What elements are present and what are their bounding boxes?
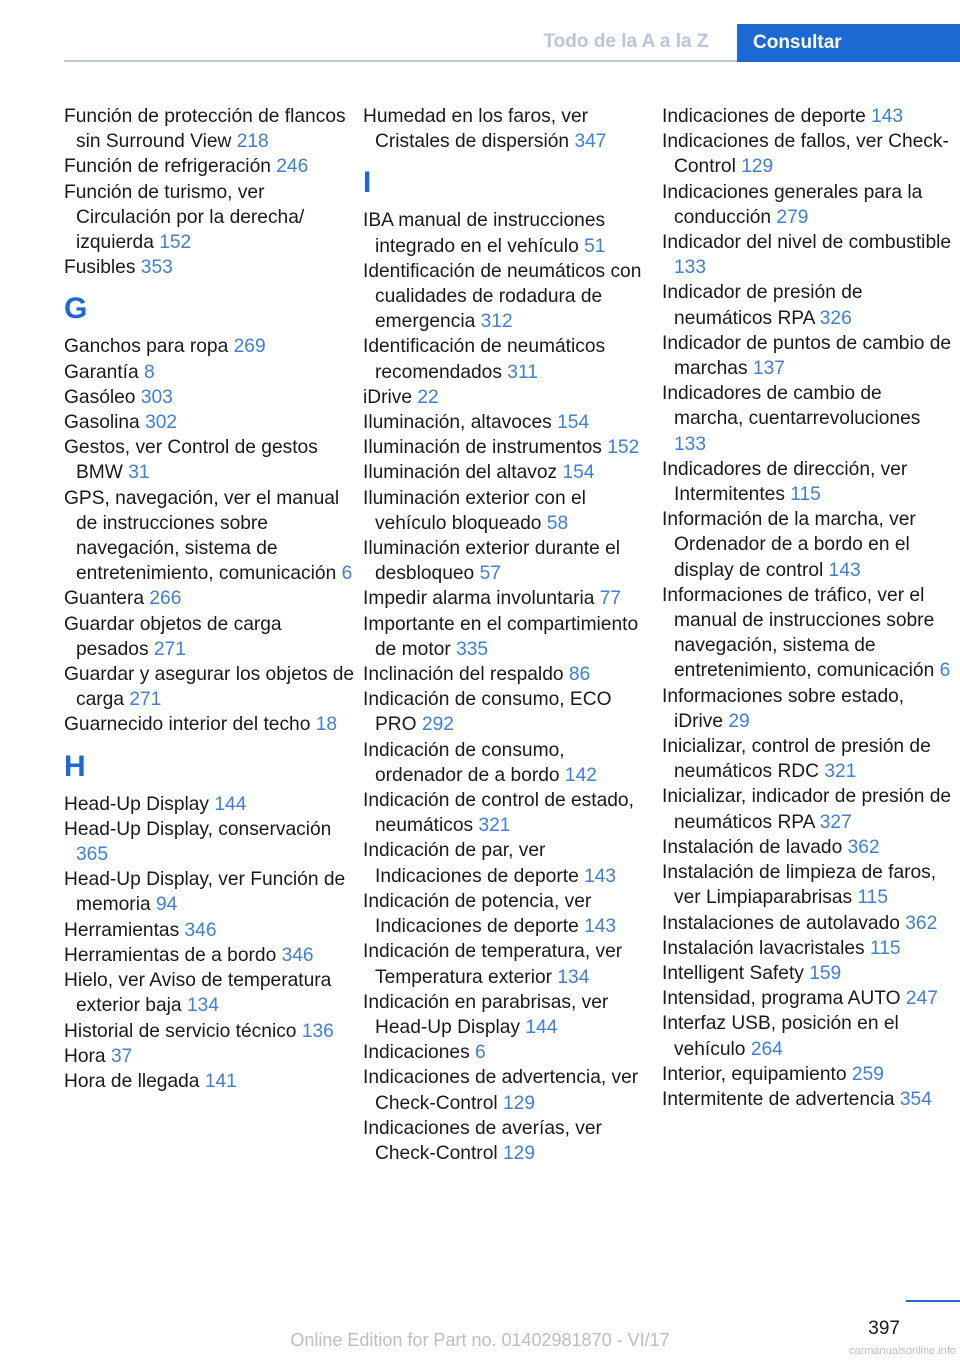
- page-link[interactable]: 134: [186, 995, 219, 1017]
- index-entry: [363, 738, 655, 788]
- index-entry: [363, 259, 655, 335]
- index-entry: [64, 943, 356, 968]
- page-link[interactable]: 292: [421, 714, 454, 736]
- page-link[interactable]: 365: [76, 844, 109, 866]
- page-link[interactable]: 218: [236, 131, 269, 153]
- index-entry-text: Indicación de potencia, ver Indicaciones de deporte: [363, 890, 592, 938]
- page-link[interactable]: 86: [568, 664, 591, 686]
- index-entry-text: Interfaz USB, posición en el vehículo: [662, 1013, 899, 1060]
- index-entry-text: Indicación en parabrisas, ver Head-Up Display: [363, 991, 609, 1038]
- index-entry: [64, 385, 356, 410]
- page-link[interactable]: 354: [899, 1088, 932, 1110]
- index-entry: [662, 104, 956, 129]
- index-entry: [363, 612, 655, 662]
- index-entry-text: Iluminación de instrumentos: [363, 437, 602, 459]
- index-entry-text: Iluminación exterior durante el desbloqueo: [363, 538, 621, 585]
- index-entry: [64, 104, 356, 154]
- index-entry-text: Intermitente de advertencia: [662, 1088, 895, 1110]
- index-entry-text: Historial de servicio técnico: [64, 1020, 297, 1042]
- section-letter: G: [64, 292, 88, 326]
- index-entry-text: Indicación de par, ver Indicaciones de deporte: [363, 840, 579, 887]
- index-entry: [662, 583, 956, 684]
- index-entry: [662, 961, 956, 986]
- index-entry: [662, 860, 956, 910]
- page-link[interactable]: 37: [110, 1045, 133, 1067]
- index-entry-text: Herramientas: [64, 919, 180, 941]
- index-entry: [662, 1062, 956, 1087]
- index-entry: [662, 936, 956, 961]
- index-entry: [363, 104, 655, 154]
- index-entry: [363, 586, 655, 611]
- page-link[interactable]: 362: [905, 912, 938, 934]
- page-link[interactable]: 133: [674, 257, 707, 279]
- index-entry: [64, 334, 356, 359]
- index-entry-text: Gasolina: [64, 412, 140, 434]
- index-entry: [64, 360, 356, 385]
- index-entry-text: Identificación de neumáticos con cualidades de rodadura de emergencia: [363, 260, 642, 333]
- page-link[interactable]: 115: [857, 887, 889, 909]
- index-entry: [363, 662, 655, 687]
- index-entry-text: Instalación de lavado: [662, 836, 843, 858]
- page-link[interactable]: 129: [741, 156, 774, 178]
- index-entry: [64, 486, 356, 587]
- page-link[interactable]: 77: [599, 588, 622, 610]
- page-link[interactable]: 303: [140, 386, 173, 408]
- index-entry: [363, 1040, 655, 1065]
- page-link[interactable]: 347: [574, 131, 607, 153]
- index-entry-text: Head-Up Display, conservación: [64, 818, 332, 840]
- index-entry: [662, 1011, 956, 1061]
- index-entry-text: Indicador de puntos de cambio de marchas: [662, 332, 952, 380]
- page-link[interactable]: 326: [819, 307, 852, 329]
- index-entry: [662, 507, 956, 583]
- page-link[interactable]: 115: [790, 484, 821, 506]
- index-entry: [64, 410, 356, 435]
- index-entry: [662, 911, 956, 936]
- index-entry: [64, 662, 356, 712]
- index-entry-text: Iluminación exterior con el vehículo bloqueado: [363, 487, 586, 534]
- index-entry: [662, 331, 956, 381]
- index-entry-text: Indicación de consumo, ordenador de a bordo: [363, 739, 565, 786]
- index-entry: [363, 334, 655, 384]
- page-link[interactable]: 6: [475, 1042, 486, 1064]
- index-entry-text: Iluminación del altavoz: [363, 462, 558, 484]
- index-entry-text: Instalaciones de autolavado: [662, 912, 900, 934]
- page-link[interactable]: 269: [233, 336, 266, 358]
- index-entry: [363, 838, 655, 888]
- index-entry-text: Indicación de temperatura, ver Temperatura exterior: [363, 941, 623, 988]
- index-entry-text: Indicadores de cambio de marcha, cuentarrevoluciones: [662, 383, 921, 430]
- index-entry-text: Guantera: [64, 588, 145, 610]
- index-entry: [363, 208, 655, 258]
- index-entry: [662, 180, 956, 230]
- page-link[interactable]: 94: [155, 894, 178, 916]
- header-tab-label: Consultar: [737, 24, 960, 62]
- index-entry: [363, 1116, 655, 1166]
- page-link[interactable]: 31: [128, 462, 150, 484]
- index-entry-text: Inicializar, control de presión de neumáticos RDC: [662, 736, 931, 783]
- index-entry: [64, 612, 356, 662]
- index-entry: [64, 435, 356, 485]
- index-entry-text: Informaciones sobre estado, iDrive: [662, 685, 905, 732]
- page-link[interactable]: 141: [204, 1070, 237, 1092]
- index-entry: [64, 586, 356, 611]
- index-entry: [662, 457, 956, 507]
- section-letter: I: [363, 166, 372, 200]
- index-entry: [363, 385, 655, 410]
- index-column-3: [662, 104, 956, 1112]
- index-entry: [64, 918, 356, 943]
- page-link[interactable]: 136: [301, 1020, 334, 1042]
- index-entry-text: Instalación de limpieza de faros, ver Limpiaparabrisas: [662, 862, 937, 909]
- index-entry: [363, 788, 655, 838]
- index-entry-text: Función de refrigeración: [64, 156, 271, 178]
- index-entry-text: Guardar objetos de carga pesados: [64, 613, 282, 660]
- index-entry-text: Función de turismo, ver Circulación por la derecha/ izquierda: [64, 181, 305, 254]
- index-entry-text: Indicaciones de advertencia, ver Check-Control: [363, 1067, 639, 1114]
- index-entry: [662, 230, 956, 280]
- index-entry-text: Inclinación del respaldo: [363, 664, 564, 686]
- index-entry-text: iDrive: [363, 386, 413, 408]
- index-entry-text: Guarnecido interior del techo: [64, 714, 311, 736]
- page-link[interactable]: 134: [557, 966, 590, 988]
- index-entry: [363, 536, 655, 586]
- index-entry-text: Informaciones de tráfico, ver el manual de instrucciones sobre navegación, sistema de entretenimiento, comunicación: [662, 584, 935, 682]
- index-entry: [662, 986, 956, 1011]
- index-entry-text: Indicaciones de fallos, ver Check-Control: [662, 131, 949, 178]
- index-entry: [64, 154, 356, 179]
- index-entry-text: Gasóleo: [64, 386, 136, 408]
- page-link[interactable]: 143: [584, 916, 617, 938]
- page-link[interactable]: 18: [315, 714, 338, 736]
- page-link[interactable]: 152: [159, 232, 192, 254]
- index-entry: [363, 486, 655, 536]
- index-entry-text: Indicaciones: [363, 1042, 470, 1064]
- index-entry: [64, 255, 356, 280]
- index-entry: [662, 280, 956, 330]
- page-link[interactable]: 143: [828, 559, 861, 581]
- index-entry: [363, 889, 655, 939]
- page-link[interactable]: 279: [776, 206, 809, 228]
- index-entry: [662, 734, 956, 784]
- index-entry-text: Indicador de presión de neumáticos RPA: [662, 282, 863, 329]
- footer-edition: Online Edition for Part no. 01402981870 - VI/17: [290, 1330, 670, 1350]
- index-entry: [64, 792, 356, 817]
- page-link[interactable]: 152: [607, 437, 640, 459]
- index-entry-text: Inicializar, indicador de presión de neumáticos RPA: [662, 786, 952, 833]
- index-entry: [363, 460, 655, 485]
- index-entry-text: Ganchos para ropa: [64, 336, 229, 358]
- index-entry-text: Hielo, ver Aviso de temperatura exterior baja: [64, 970, 332, 1017]
- index-entry-text: Herramientas de a bordo: [64, 944, 277, 966]
- index-entry-text: Indicadores de dirección, ver Intermitentes: [662, 458, 908, 506]
- page-number: 397: [868, 1318, 900, 1339]
- page-link[interactable]: 8: [144, 361, 155, 383]
- index-entry-text: Importante en el compartimiento de motor: [363, 613, 639, 660]
- index-entry: [662, 1087, 956, 1112]
- page-link[interactable]: 133: [674, 433, 707, 455]
- header-section-title: Todo de la A a la Z: [543, 31, 709, 52]
- page-link[interactable]: 58: [546, 512, 569, 534]
- page-link[interactable]: 144: [525, 1016, 558, 1038]
- index-entry-text: Gestos, ver Control de gestos BMW: [64, 437, 318, 484]
- index-entry: [363, 990, 655, 1040]
- index-entry: [662, 835, 956, 860]
- page-link[interactable]: 144: [214, 793, 247, 815]
- page-link[interactable]: 312: [480, 311, 513, 333]
- index-entry-text: Indicador del nivel de combustible: [662, 232, 952, 254]
- page-link[interactable]: 335: [456, 638, 489, 660]
- index-entry: [662, 684, 956, 734]
- page-link[interactable]: 321: [478, 815, 511, 837]
- index-entry-text: IBA manual de instrucciones integrado en el vehículo: [363, 210, 606, 257]
- index-entry-text: Intelligent Safety: [662, 962, 804, 984]
- page-link[interactable]: 353: [140, 257, 173, 279]
- index-entry-text: Humedad en los faros, ver Cristales de dispersión: [363, 106, 589, 153]
- page-link[interactable]: 115: [869, 937, 901, 959]
- index-entry-text: Indicaciones generales para la conducción: [662, 181, 923, 228]
- index-entry-text: Instalación lavacristales: [662, 937, 865, 959]
- index-entry: [662, 784, 956, 834]
- index-entry-text: Intensidad, programa AUTO: [662, 988, 901, 1010]
- page-link[interactable]: 266: [149, 588, 182, 610]
- index-column-1: [64, 104, 356, 1094]
- index-entry: [64, 180, 356, 256]
- page-link[interactable]: 22: [417, 386, 439, 408]
- index-entry: [64, 968, 356, 1018]
- page-link[interactable]: 159: [809, 962, 842, 984]
- index-entry-text: Interior, equipamiento: [662, 1063, 847, 1085]
- page-link[interactable]: 321: [824, 761, 857, 783]
- index-entry: [363, 435, 655, 460]
- section-letter: H: [64, 749, 86, 783]
- index-entry: [64, 817, 356, 867]
- page-link[interactable]: 6: [939, 660, 951, 682]
- index-entry-text: Hora: [64, 1045, 106, 1067]
- page-link[interactable]: 271: [129, 689, 162, 711]
- page-link[interactable]: 143: [584, 865, 617, 887]
- page-link[interactable]: 129: [502, 1092, 535, 1114]
- index-entry: [64, 1069, 356, 1094]
- page-link[interactable]: 143: [871, 106, 904, 127]
- index-entry: [363, 1065, 655, 1115]
- index-entry-text: Head-Up Display: [64, 793, 210, 815]
- index-entry: [64, 1044, 356, 1069]
- page-link[interactable]: 246: [276, 156, 309, 178]
- index-entry-text: Guardar y asegurar los objetos de carga: [64, 664, 355, 711]
- page-number-rule: [906, 1300, 960, 1302]
- page-link[interactable]: 259: [851, 1063, 884, 1085]
- index-entry-text: Garantía: [64, 361, 139, 383]
- index-entry-text: Indicación de consumo, ECO PRO: [363, 689, 612, 736]
- index-entry-text: Identificación de neumáticos recomendados: [363, 336, 606, 383]
- index-entry: [363, 410, 655, 435]
- index-entry: [64, 867, 356, 917]
- page-link[interactable]: 247: [905, 988, 938, 1010]
- page-link[interactable]: 137: [752, 358, 785, 380]
- index-entry-text: Hora de llegada: [64, 1070, 200, 1092]
- index-entry-text: Indicación de control de estado, neumáticos: [363, 790, 634, 837]
- page-link[interactable]: 154: [557, 412, 590, 434]
- page-link[interactable]: 6: [341, 563, 353, 585]
- index-entry-text: Información de la marcha, ver Ordenador de a bordo en el display de control: [662, 509, 916, 581]
- index-entry: [662, 381, 956, 457]
- index-entry: [363, 939, 655, 989]
- index-entry: [363, 687, 655, 737]
- index-entry-text: Fusibles: [64, 257, 136, 279]
- index-entry-text: Indicaciones de averías, ver Check-Control: [363, 1117, 602, 1164]
- page-link[interactable]: 311: [507, 361, 538, 383]
- page-link[interactable]: 154: [562, 462, 595, 484]
- index-entry-text: GPS, navegación, ver el manual de instrucciones sobre navegación, sistema de entretenimiento, comunicación: [64, 487, 340, 585]
- page-link[interactable]: 346: [281, 944, 314, 966]
- index-entry: [64, 1019, 356, 1044]
- page-link[interactable]: 129: [502, 1142, 535, 1164]
- index-entry-text: Iluminación, altavoces: [363, 412, 552, 434]
- watermark: carmanualsonline.info: [848, 1345, 956, 1357]
- index-column-2: [363, 104, 655, 1166]
- page-link[interactable]: 29: [728, 710, 750, 732]
- page-link[interactable]: 57: [479, 563, 501, 585]
- page-link[interactable]: 271: [153, 638, 186, 660]
- index-entry-text: Indicaciones de deporte: [662, 106, 866, 127]
- page-link[interactable]: 346: [184, 919, 217, 941]
- page-link[interactable]: 362: [847, 836, 880, 858]
- page-link[interactable]: 51: [584, 235, 606, 257]
- index-entry: [64, 712, 356, 737]
- page-link[interactable]: 302: [145, 412, 178, 434]
- index-entry: [662, 129, 956, 179]
- index-entry-text: Función de protección de flancos sin Surround View: [64, 106, 346, 153]
- page-link[interactable]: 142: [564, 764, 597, 786]
- index-entry-text: Head-Up Display, ver Función de memoria: [64, 869, 346, 916]
- page-link[interactable]: 327: [819, 811, 852, 833]
- page-link[interactable]: 264: [750, 1038, 783, 1060]
- index-entry-text: Impedir alarma involuntaria: [363, 588, 595, 610]
